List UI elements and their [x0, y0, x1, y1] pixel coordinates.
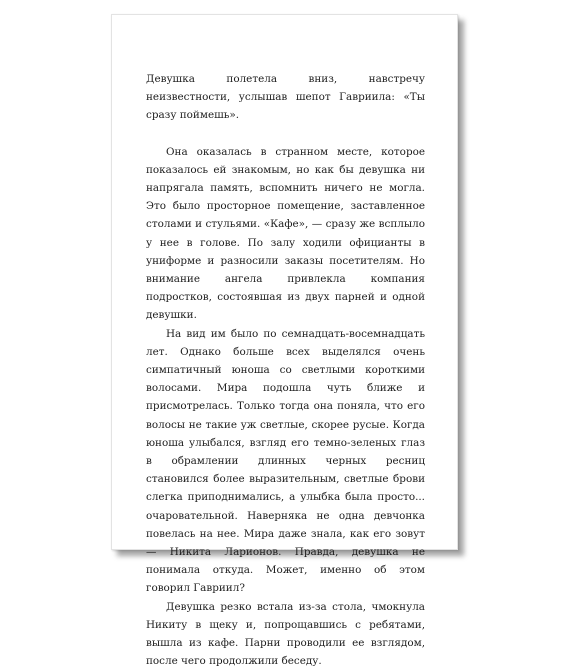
- paragraph-2: Она оказалась в странном месте, которое показалось ей знакомым, но как бы девушка ни напрягала память, вспомнить ничего не могла. Это было просторное помещение, заставленное столами и стульями. «Кафе», — сразу же всплыло у нее в голове. По залу ходили официанты в униформе и разносили заказы посетителям. Но внимание ангела привлекла компания подростков, состоявшая из двух парней и одной девушки.: [146, 145, 425, 322]
- paragraph-1: Девушка полетела вниз, навстречу неизвестности, услышав шепот Гавриила: «Ты сразу поймешь».: [146, 73, 425, 122]
- paragraph-3: На вид им было по семнадцать-восемнадцать лет. Однако больше всех выделялся очень симпатичный юноша со светлыми короткими волосами. Мира подошла чуть ближе и присмотрелась. Только тогда она поняла, что его волосы не такие уж светлые, скорее русые. Когда юноша улыбался, взгляд его темно-зеленых глаз в обрамлении длинных черных ресниц становился более выразительным, светлые брови слегка приподнимались, а улыбка была просто... очаровательной. Наверняка не одна девчонка повелась на нее. Мира даже знала, как его зовут — Никита Ларионов. Правда, девушка не понимала откуда. Может, именно об этом говорил Гавриил?: [146, 327, 425, 595]
- book-page: [111, 14, 458, 668]
- paragraph-4: Девушка резко встала из-за стола, чмокнула Никиту в щеку и, попрощавшись с ребятами, вышла из кафе. Парни проводили ее взглядом, после чего продолжили беседу.: [146, 600, 425, 668]
- page-text: [146, 70, 425, 671]
- paragraph-gap: [146, 125, 425, 143]
